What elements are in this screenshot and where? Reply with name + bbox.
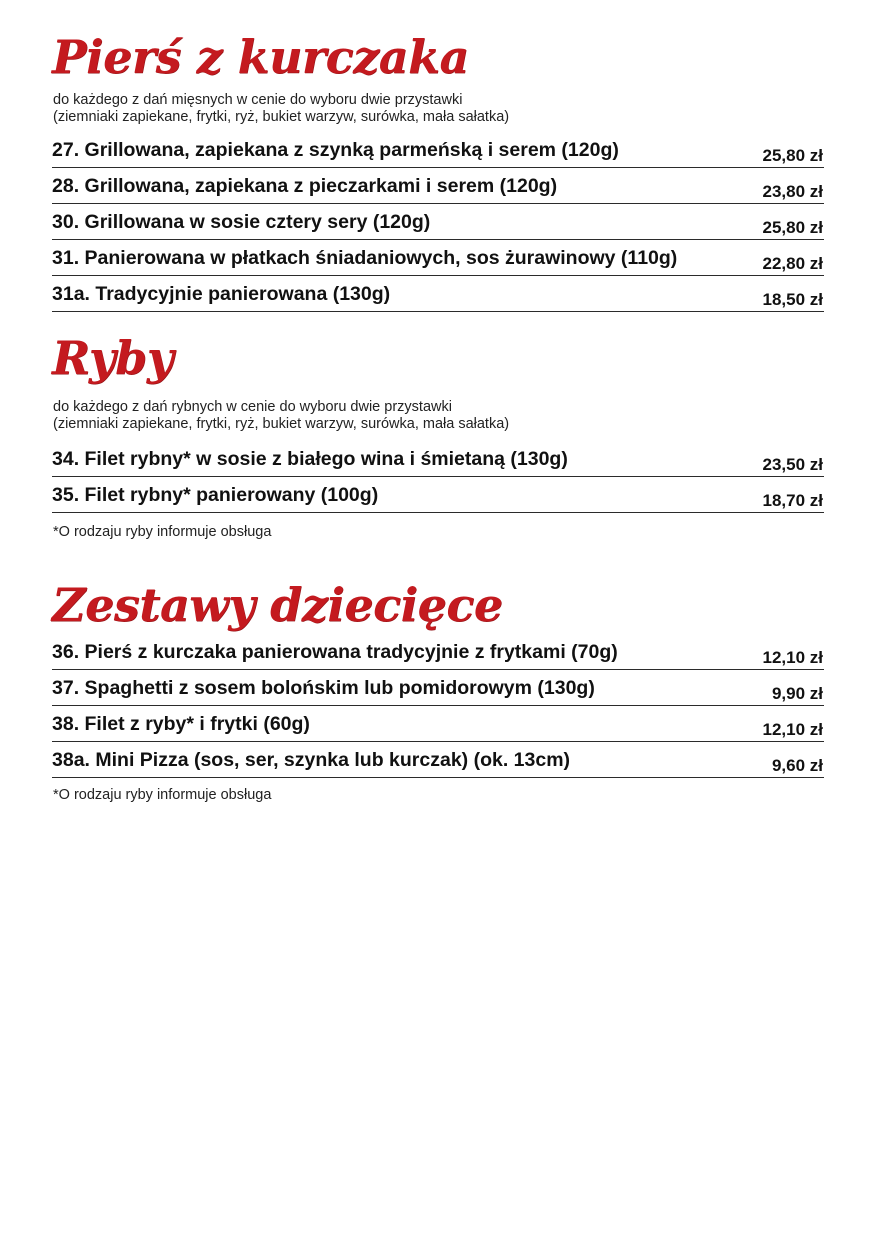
menu-item-list [52, 634, 824, 778]
menu-item-name: 38. Filet z ryby* i frytki (60g) [52, 713, 310, 735]
menu-item [52, 204, 824, 240]
menu-item [52, 240, 824, 276]
menu-item-name: 30. Grillowana w sosie cztery sery (120g) [52, 211, 431, 233]
section-title: Pierś z kurczaka [52, 30, 469, 84]
section-title: Ryby [52, 331, 174, 385]
menu-item-list [52, 132, 824, 312]
section-note-line-2: (ziemniaki zapiekane, frytki, ryż, bukiet warzyw, surówka, mała sałatka) [53, 416, 510, 432]
section-note-line-1: do każdego z dań rybnych w cenie do wyboru dwie przystawki [53, 399, 452, 415]
menu-item-price: 18,70 zł [762, 491, 823, 510]
menu-item-name: 34. Filet rybny* w sosie z białego wina i śmietaną (130g) [52, 448, 568, 470]
menu-item [52, 276, 824, 312]
menu-item-price: 25,80 zł [762, 218, 823, 237]
menu-item-name: 35. Filet rybny* panierowany (100g) [52, 484, 379, 506]
menu-item [52, 634, 824, 670]
menu-item [52, 706, 824, 742]
section-fish [52, 331, 824, 540]
menu-item [52, 168, 824, 204]
menu-item-name: 37. Spaghetti z sosem bolońskim lub pomidorowym (130g) [52, 677, 595, 699]
section-kids-sets [52, 578, 824, 803]
section-note [52, 92, 824, 126]
menu-item-price: 23,50 zł [762, 455, 823, 474]
footnote: *O rodzaju ryby informuje obsługa [53, 524, 272, 540]
menu-item-list [52, 441, 824, 513]
menu-item [52, 742, 824, 778]
menu-item-name: 28. Grillowana, zapiekana z pieczarkami i serem (120g) [52, 175, 558, 197]
menu-item [52, 670, 824, 706]
menu-item-price: 25,80 zł [762, 146, 823, 165]
footnote: *O rodzaju ryby informuje obsługa [53, 787, 272, 803]
menu-item-price: 12,10 zł [762, 720, 823, 739]
menu-item-price: 23,80 zł [762, 182, 823, 201]
menu-item-price: 22,80 zł [762, 254, 823, 273]
menu-item-price: 12,10 zł [762, 648, 823, 667]
menu-item [52, 441, 824, 477]
menu-item-price: 18,50 zł [762, 290, 823, 309]
menu-item-price: 9,90 zł [771, 684, 823, 703]
section-title: Zestawy dziecięce [52, 578, 503, 632]
menu-item-name: 31. Panierowana w płatkach śniadaniowych, sos żurawinowy (110g) [52, 247, 678, 269]
section-chicken [52, 30, 824, 312]
menu-item-name: 36. Pierś z kurczaka panierowana tradycyjnie z frytkami (70g) [52, 641, 618, 663]
menu-item-name: 27. Grillowana, zapiekana z szynką parmeńską i serem (120g) [52, 139, 619, 161]
menu-item [52, 132, 824, 168]
section-note-line-1: do każdego z dań mięsnych w cenie do wyboru dwie przystawki [53, 92, 463, 108]
section-note-line-2: (ziemniaki zapiekane, frytki, ryż, bukiet warzyw, surówka, mała sałatka) [53, 109, 510, 125]
menu-item [52, 477, 824, 513]
menu-item-price: 9,60 zł [771, 756, 823, 775]
menu-item-name: 38a. Mini Pizza (sos, ser, szynka lub kurczak) (ok. 13cm) [52, 749, 571, 771]
section-note [52, 399, 824, 433]
menu-item-name: 31a. Tradycyjnie panierowana (130g) [52, 283, 391, 305]
